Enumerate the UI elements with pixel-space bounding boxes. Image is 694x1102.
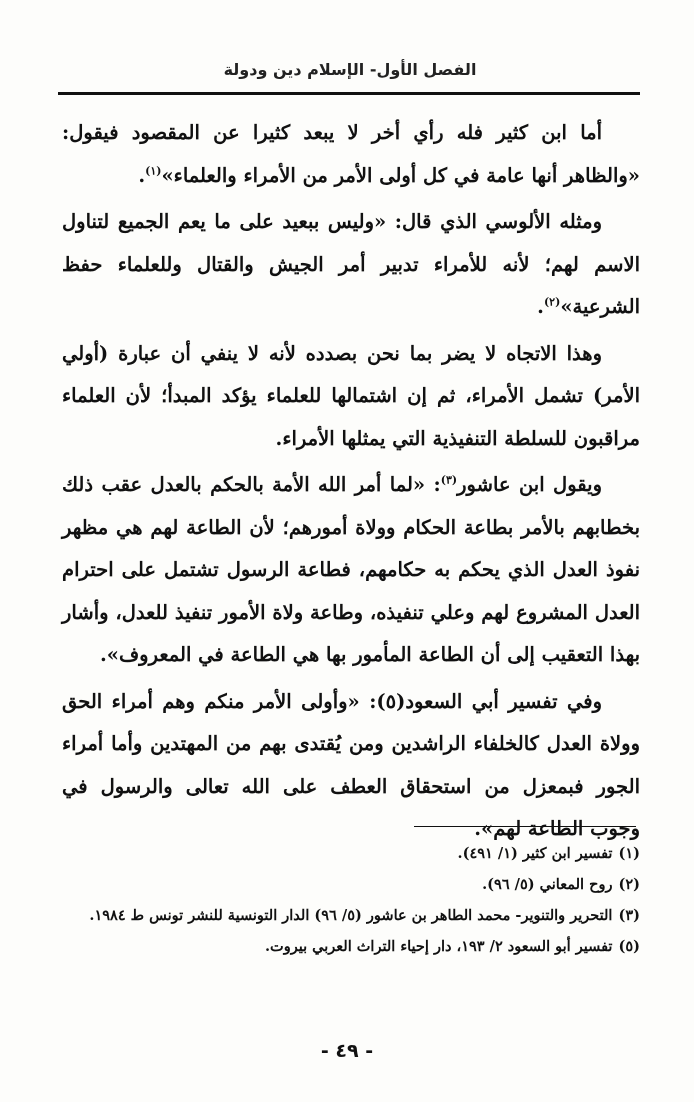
footnote-1 — [60, 838, 640, 869]
paragraph-text: : «لما أمر الله الأمة بالحكم بالعدل عقب ذلك بخطابهم بالأمر بطاعة الحكام وولاة أمورهم؛ لأن الطاعة لهم هي مظهر نفوذ العدل الذي يحكم به حكامهم، فطاعة الرسول تشتمل على احترام العدل المشروع لهم وعلي تنفيذه، وطاعة ولاة الأمور تنفيذ للعدل، وأشار بهذا التعقيب إلى أن الطاعة المأمور بها هي الطاعة في المعروف». — [62, 473, 640, 666]
paragraph-commentary — [62, 333, 640, 461]
footnote-separator — [414, 826, 636, 827]
footnote-5 — [60, 931, 640, 962]
paragraph-text: ومثله الألوسي الذي قال: «وليس ببعيد على ما يعم الجميع لتناول الاسم لهم؛ لأنه للأمراء تدبير أمر الجيش والقتال وللعلماء حفظ الشرعية» — [62, 210, 640, 318]
paragraph-abu-saud — [62, 681, 640, 851]
page-number: - ٤٩ - — [320, 1040, 374, 1062]
header-rule — [58, 92, 640, 95]
footnotes — [60, 838, 640, 962]
footnote-number: (١) — [618, 845, 640, 862]
footnote-number: (٥) — [618, 938, 640, 955]
paragraph-alusi — [62, 201, 640, 329]
footnote-ref: (٢) — [543, 295, 561, 309]
paragraph-tail: . — [138, 163, 146, 187]
body-text — [62, 112, 640, 855]
footnote-3 — [60, 900, 640, 931]
footnote-text: تفسير أبو السعود ٢/ ١٩٣، دار إحياء التراث العربي بيروت. — [265, 938, 613, 955]
footnote-number: (٣) — [618, 907, 640, 924]
footnote-text: روح المعاني (٥/ ٩٦). — [482, 876, 613, 893]
paragraph-ibn-kathir — [62, 112, 640, 197]
footnote-ref: (٣) — [440, 473, 458, 487]
paragraph-tail: . — [537, 295, 544, 318]
footnote-text: التحرير والتنوير- محمد الطاهر بن عاشور (٥/ ٩٦) الدار التونسية للنشر تونس ط ١٩٨٤. — [89, 907, 613, 924]
paragraph-text: أما ابن كثير فله رأي أخر لا يبعد كثيرا عن المقصود فيقول: «والظاهر أنها عامة في كل أولى الأمر من الأمراء والعلماء» — [62, 121, 640, 187]
footnote-number: (٢) — [618, 876, 640, 893]
paragraph-ibn-ashur — [62, 464, 640, 677]
footnote-ref: (١) — [145, 164, 162, 177]
footnote-2 — [60, 869, 640, 900]
running-header: الفصل الأول- الإسلام دين ودولة — [223, 60, 477, 79]
paragraph-lead: ويقول ابن عاشور — [457, 473, 603, 496]
footnote-text: تفسير ابن كثير (١/ ٤٩١). — [457, 845, 613, 862]
paragraph-text: وفي تفسير أبي السعود(٥): «وأولى الأمر منكم وهم أمراء الحق وولاة العدل كالخلفاء الراشدين ومن يُقتدى بهم من المهتدين وأما أمراء الجور فبمعزل من استحقاق العطف على الله تعالى والرسول في وجوب الطاعة لهم». — [62, 689, 640, 840]
paragraph-text: وهذا الاتجاه لا يضر بما نحن بصدده لأنه لا ينفي أن عبارة (أولي الأمر) تشمل الأمراء، ثم إن اشتمالها للعلماء يؤكد المبدأ؛ لأن العلماء مراقبون للسلطة التنفيذية التي يمثلها الأمراء. — [62, 341, 640, 450]
